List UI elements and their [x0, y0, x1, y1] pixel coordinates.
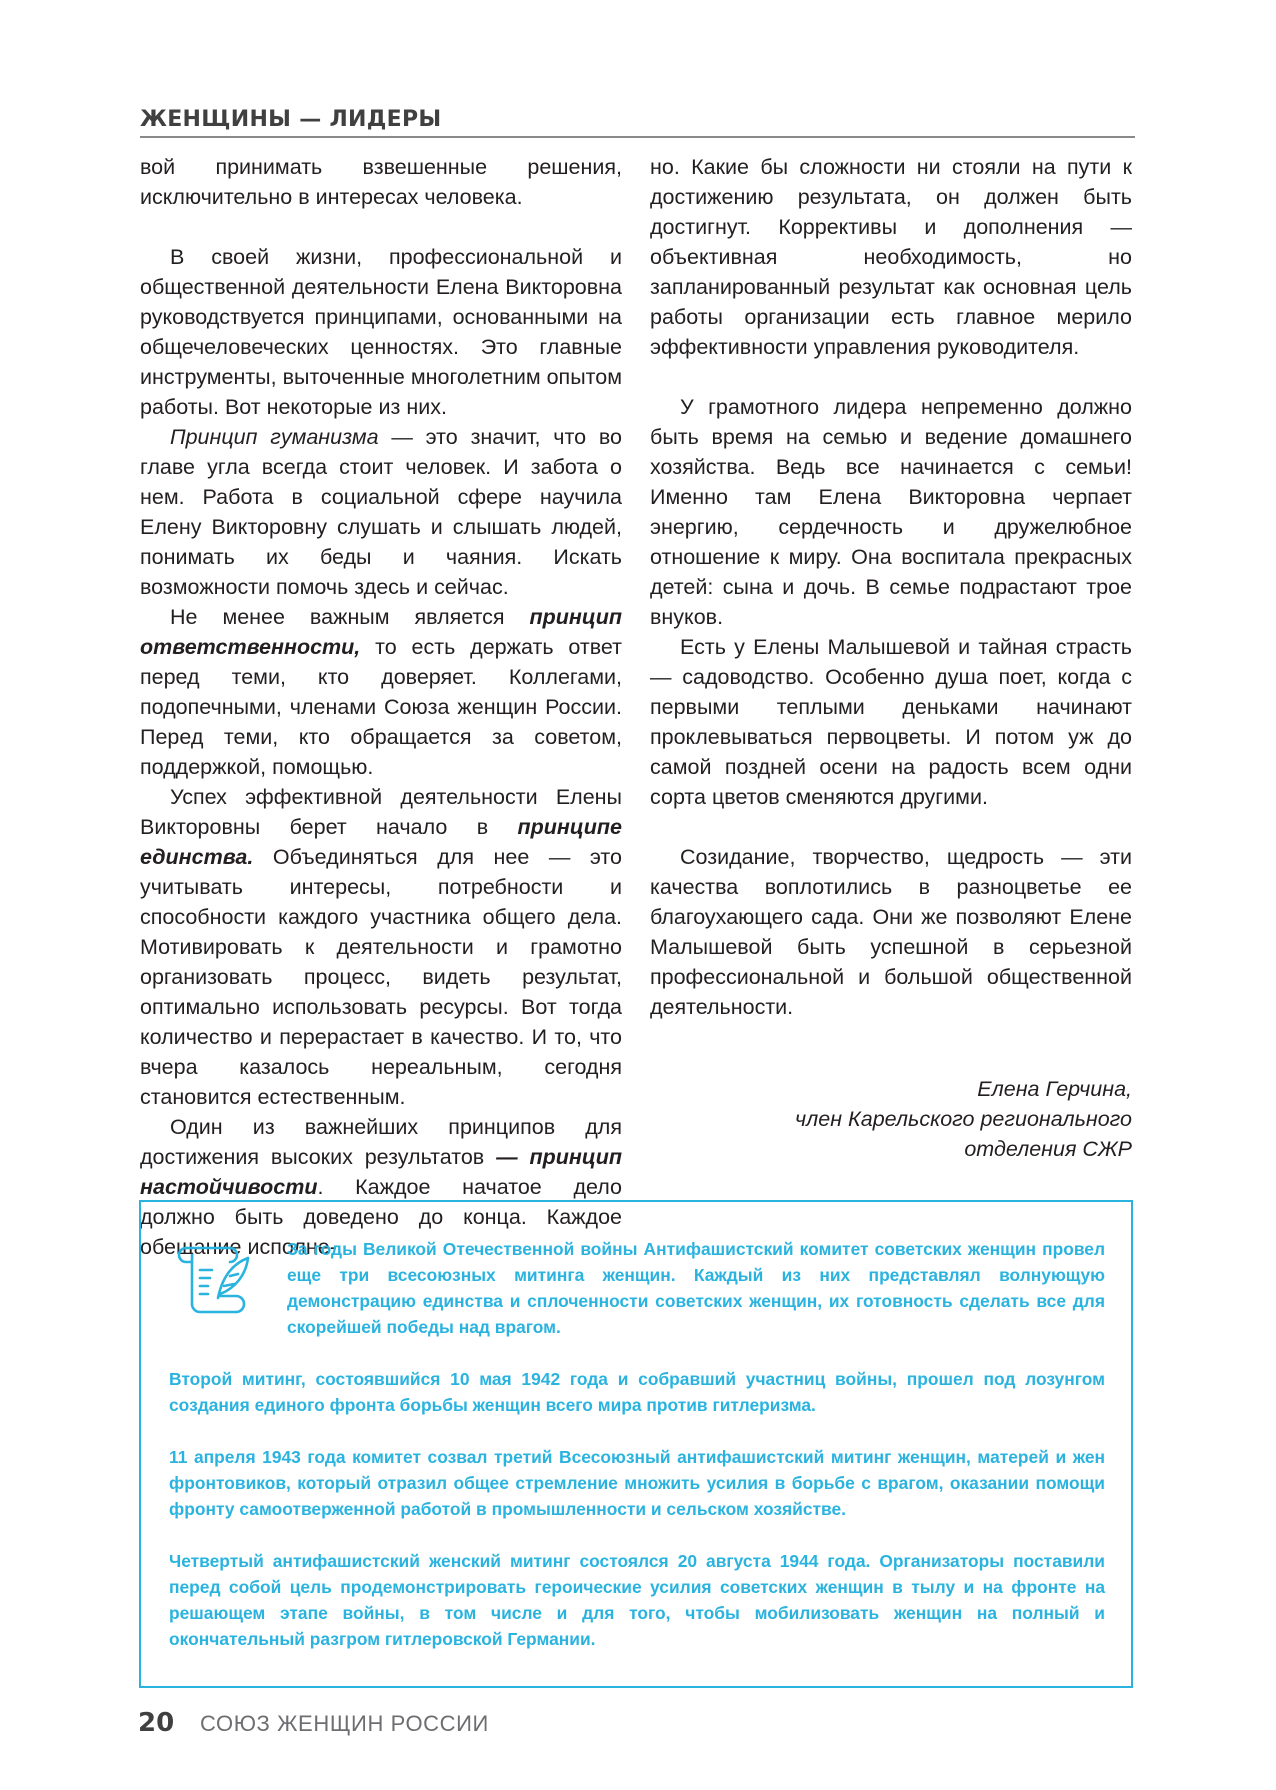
author-signature — [650, 1074, 1132, 1164]
history-info-box — [139, 1200, 1133, 1688]
scroll-quill-icon — [172, 1240, 252, 1324]
paragraph: но. Какие бы сложности ни стояли на пути к достижению результата, он должен быть достигнут. Коррективы и дополнения — объективная необходимость, но запланированный результат как основная цель работы организации есть главное мерило эффективности управления руководителя. — [650, 155, 1132, 359]
paragraph: Один из важнейших принципов для достижения высоких результатов — принцип настойчивости. Каждое начатое дело должно быть доведено до конца. Каждое обещание исполне- — [140, 1115, 622, 1259]
paragraph: У грамотного лидера непременно должно быть время на семью и ведение домашнего хозяйства. Ведь все начинается с семьи! Именно там Елена Викторовна черпает энергию, сердечность и дружелюбное отношение к миру. Она воспитала прекрасных детей: сына и дочь. В семье подрастают трое внуков. — [650, 395, 1132, 629]
page-number: 20 — [138, 1708, 175, 1738]
paragraph: Принцип гуманизма — это значит, что во главе угла всегда стоит человек. И забота о нем. Работа в социальной сфере научила Елену Викторовну слушать и слышать людей, понимать их беды и чаяния. Искать возможности помочь здесь и сейчас. — [140, 425, 622, 599]
paragraph: Есть у Елены Малышевой и тайная страсть — садоводство. Особенно душа поет, когда с первыми теплыми деньками начинают проклевываться первоцветы. И потом уж до самой поздней осени на радость всем одни сорта цветов сменяются другими. — [650, 635, 1132, 809]
author-name: Елена Герчина, — [977, 1077, 1132, 1101]
paragraph: В своей жизни, профессиональной и общественной деятельности Елена Викторовна руководствуется принципами, основанными на общечеловеческих ценностях. Это главные инструменты, выточенные многолетним опытом работы. Вот некоторые из них. — [140, 245, 622, 419]
principle-term: Принцип гуманизма — [170, 425, 379, 449]
paragraph: Не менее важным является принцип ответственности, то есть держать ответ перед теми, кто доверяет. Коллегами, подопечными, членами Союза женщин России. Перед теми, кто обращается за советом, поддержкой, помощью. — [140, 605, 622, 779]
publication-name: СОЮЗ ЖЕНЩИН РОССИИ — [200, 1711, 489, 1736]
info-paragraph: Четвертый антифашистский женский митинг состоялся 20 августа 1944 года. Организаторы поставили перед собой цель продемонстрировать героические усилия советских женщин в тылу и на фронте на решающем этапе войны, в том числе и для того, чтобы мобилизовать женщин на полный и окончательный разгром гитлеровской Германии. — [169, 1551, 1105, 1649]
article-left-column — [140, 152, 622, 1262]
paragraph: вой принимать взвешенные решения, исключительно в интересах человека. — [140, 155, 622, 209]
paragraph: Созидание, творчество, щедрость — эти качества воплотились в разноцветье ее благоухающего сада. Они же позволяют Елене Малышевой быть успешной в серьезной профессиональной и большой общественной деятельности. — [650, 845, 1132, 1019]
header-divider — [140, 136, 1135, 138]
author-branch: отделения СЖР — [964, 1137, 1132, 1161]
info-paragraph: Второй митинг, состоявшийся 10 мая 1942 года и собравший участниц войны, прошел под лозунгом создания единого фронта борьбы женщин всего мира против гитлеризма. — [169, 1369, 1105, 1415]
info-paragraph: За годы Великой Отечественной войны Антифашистский комитет советских женщин провел еще три всесоюзных митинга женщин. Каждый из них представлял волнующую демонстрацию единства и сплоченности советских женщин, их готовность сделать все для скорейшей победы над врагом. — [287, 1239, 1105, 1337]
article-right-column — [650, 152, 1132, 1022]
author-role: член Карельского регионального — [795, 1107, 1132, 1131]
section-title: ЖЕНЩИНЫ — ЛИДЕРЫ — [140, 107, 442, 132]
paragraph: Успех эффективной деятельности Елены Викторовны берет начало в принципе единства. Объединяться для нее — это учитывать интересы, потребности и способности каждого участника общего дела. Мотивировать к деятельности и грамотно организовать процесс, видеть результат, оптимально использовать ресурсы. Вот тогда количество и перерастает в качество. И то, что вчера казалось нереальным, сегодня становится естественным. — [140, 785, 622, 1109]
info-paragraph: 11 апреля 1943 года комитет созвал третий Всесоюзный антифашистский митинг женщин, матерей и жен фронтовиков, который отразил общее стремление множить усилия в борьбе с врагом, оказании помощи фронту самоотверженной работой в промышленности и сельском хозяйстве. — [169, 1447, 1105, 1519]
principle-term: принципе единства. — [140, 815, 622, 869]
principle-term: принцип ответственности, — [140, 605, 622, 659]
principle-term: — принцип настойчивости — [140, 1145, 622, 1199]
